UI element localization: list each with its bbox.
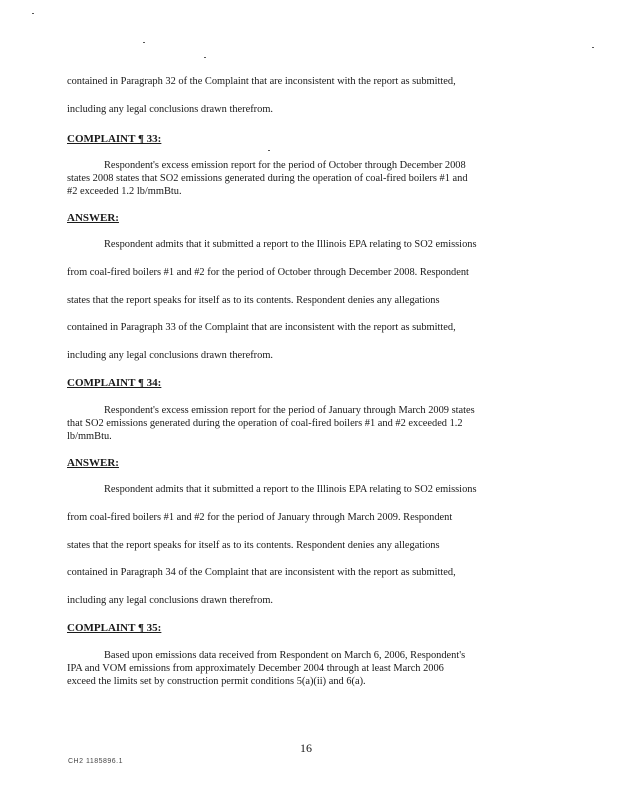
answer-line: states that the report speaks for itself as to its contents. Respondent denies any allegations xyxy=(67,540,440,551)
scan-speck xyxy=(143,42,145,43)
complaint-35-heading: COMPLAINT ¶ 35: xyxy=(67,622,162,634)
complaint-line: exceed the limits set by construction permit conditions 5(a)(ii) and 6(a). xyxy=(67,676,366,687)
scan-speck xyxy=(592,47,594,48)
answer-line: states that the report speaks for itself as to its contents. Respondent denies any allegations xyxy=(67,295,440,306)
complaint-33-heading: COMPLAINT ¶ 33: xyxy=(67,133,162,145)
answer-line: Respondent admits that it submitted a report to the Illinois EPA relating to SO2 emissions xyxy=(104,484,477,495)
answer-heading: ANSWER: xyxy=(67,212,119,224)
scan-speck xyxy=(268,150,270,151)
answer-line: including any legal conclusions drawn therefrom. xyxy=(67,595,274,606)
scan-speck xyxy=(204,57,206,58)
complaint-line: that SO2 emissions generated during the operation of coal-fired boilers #1 and #2 exceeded 1.2 xyxy=(67,418,463,429)
body-line: contained in Paragraph 32 of the Complaint that are inconsistent with the report as submitted, xyxy=(67,76,456,87)
complaint-line: Respondent's excess emission report for the period of October through December 2008 xyxy=(104,160,466,171)
complaint-line: #2 exceeded 1.2 lb/mmBtu. xyxy=(67,186,182,197)
complaint-line: IPA and VOM emissions from approximately December 2004 through at least March 2006 xyxy=(67,663,444,674)
answer-line: contained in Paragraph 33 of the Complaint that are inconsistent with the report as submitted, xyxy=(67,322,456,333)
answer-line: from coal-fired boilers #1 and #2 for the period of January through March 2009. Respondent xyxy=(67,512,453,523)
answer-line: from coal-fired boilers #1 and #2 for the period of October through December 2008. Respondent xyxy=(67,267,469,278)
answer-line: contained in Paragraph 34 of the Complaint that are inconsistent with the report as submitted, xyxy=(67,567,456,578)
complaint-line: Based upon emissions data received from Respondent on March 6, 2006, Respondent's xyxy=(104,650,466,661)
complaint-line: lb/mmBtu. xyxy=(67,431,112,442)
document-id: CH2 1185896.1 xyxy=(68,758,124,765)
body-line: including any legal conclusions drawn therefrom. xyxy=(67,104,274,115)
complaint-line: Respondent's excess emission report for the period of January through March 2009 states xyxy=(104,405,475,416)
page-number: 16 xyxy=(300,741,312,755)
complaint-line: states 2008 states that SO2 emissions generated during the operation of coal-fired boilers #1 and xyxy=(67,173,468,184)
scan-speck xyxy=(32,13,34,14)
answer-line: Respondent admits that it submitted a report to the Illinois EPA relating to SO2 emissions xyxy=(104,239,477,250)
answer-heading: ANSWER: xyxy=(67,457,119,469)
answer-line: including any legal conclusions drawn therefrom. xyxy=(67,350,274,361)
complaint-34-heading: COMPLAINT ¶ 34: xyxy=(67,377,162,389)
